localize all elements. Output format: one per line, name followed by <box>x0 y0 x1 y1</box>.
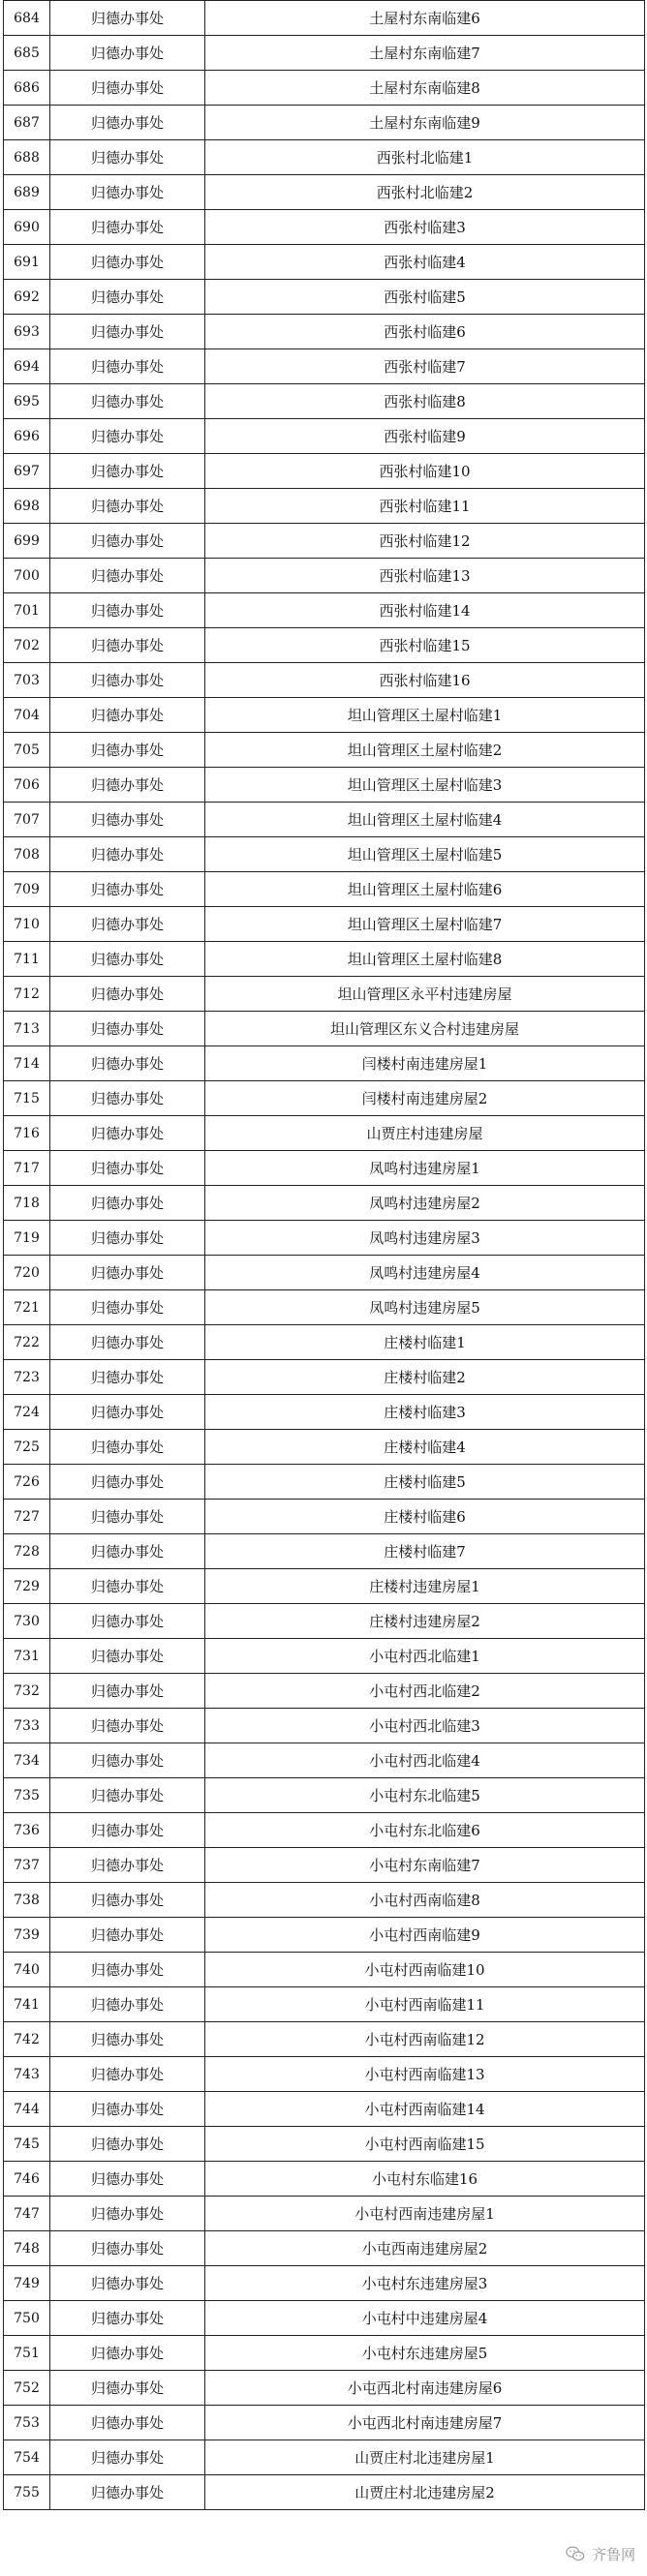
row-number: 687 <box>4 106 50 140</box>
office-name: 归德办事处 <box>50 2440 205 2475</box>
row-number: 718 <box>4 1186 50 1221</box>
office-name: 归德办事处 <box>50 315 205 349</box>
table-row <box>4 1813 645 1848</box>
row-number: 741 <box>4 1987 50 2022</box>
table-row <box>4 1151 645 1186</box>
building-name: 小屯村西南临建9 <box>205 1918 645 1953</box>
office-name: 归德办事处 <box>50 1813 205 1848</box>
table-row <box>4 315 645 349</box>
building-name: 西张村临建10 <box>205 454 645 489</box>
table-row <box>4 1116 645 1151</box>
table-row <box>4 349 645 384</box>
table-row <box>4 559 645 593</box>
building-name: 凤鸣村违建房屋1 <box>205 1151 645 1186</box>
row-number: 693 <box>4 315 50 349</box>
office-name: 归德办事处 <box>50 1290 205 1325</box>
row-number: 721 <box>4 1290 50 1325</box>
watermark <box>565 2543 635 2564</box>
table-row <box>4 106 645 140</box>
office-name: 归德办事处 <box>50 2231 205 2266</box>
building-name: 小屯村西南临建8 <box>205 1883 645 1918</box>
table-row <box>4 1778 645 1813</box>
row-number: 714 <box>4 1046 50 1081</box>
office-name: 归德办事处 <box>50 1674 205 1709</box>
building-name: 坦山管理区土屋村临建5 <box>205 837 645 872</box>
office-name: 归德办事处 <box>50 698 205 733</box>
building-name: 小屯村东临建16 <box>205 2162 645 2197</box>
table-row <box>4 210 645 245</box>
office-name: 归德办事处 <box>50 106 205 140</box>
office-name: 归德办事处 <box>50 2336 205 2371</box>
row-number: 709 <box>4 872 50 907</box>
office-name: 归德办事处 <box>50 1012 205 1046</box>
office-name: 归德办事处 <box>50 942 205 977</box>
table-row <box>4 1918 645 1953</box>
table-row <box>4 175 645 210</box>
office-name: 归德办事处 <box>50 907 205 942</box>
row-number: 694 <box>4 349 50 384</box>
building-name: 小屯村东北临建6 <box>205 1813 645 1848</box>
row-number: 748 <box>4 2231 50 2266</box>
table-row <box>4 1883 645 1918</box>
building-name: 坦山管理区土屋村临建3 <box>205 768 645 803</box>
row-number: 715 <box>4 1081 50 1116</box>
table-row <box>4 1256 645 1290</box>
office-name: 归德办事处 <box>50 1046 205 1081</box>
building-name: 庄楼村临建6 <box>205 1500 645 1534</box>
table-row <box>4 593 645 628</box>
office-name: 归德办事处 <box>50 210 205 245</box>
table-row <box>4 2266 645 2301</box>
row-number: 711 <box>4 942 50 977</box>
building-name: 庄楼村违建房屋1 <box>205 1569 645 1604</box>
building-name: 小屯村东违建房屋3 <box>205 2266 645 2301</box>
table-row <box>4 2057 645 2092</box>
office-name: 归德办事处 <box>50 384 205 419</box>
office-name: 归德办事处 <box>50 1778 205 1813</box>
table-row <box>4 1290 645 1325</box>
office-name: 归德办事处 <box>50 2475 205 2510</box>
row-number: 705 <box>4 733 50 768</box>
row-number: 746 <box>4 2162 50 2197</box>
row-number: 750 <box>4 2301 50 2336</box>
table-row <box>4 1709 645 1743</box>
building-name: 庄楼村违建房屋2 <box>205 1604 645 1639</box>
office-name: 归德办事处 <box>50 1395 205 1430</box>
office-name: 归德办事处 <box>50 1709 205 1743</box>
office-name: 归德办事处 <box>50 1221 205 1256</box>
table-row <box>4 1604 645 1639</box>
building-name: 坦山管理区土屋村临建6 <box>205 872 645 907</box>
table-row <box>4 2371 645 2406</box>
table-row <box>4 733 645 768</box>
building-name: 西张村临建14 <box>205 593 645 628</box>
table-row <box>4 1534 645 1569</box>
office-name: 归德办事处 <box>50 803 205 837</box>
table-row <box>4 1987 645 2022</box>
building-name: 小屯西北村南违建房屋6 <box>205 2371 645 2406</box>
data-table <box>3 0 645 2510</box>
row-number: 716 <box>4 1116 50 1151</box>
building-name: 西张村临建13 <box>205 559 645 593</box>
office-name: 归德办事处 <box>50 663 205 698</box>
building-name: 凤鸣村违建房屋4 <box>205 1256 645 1290</box>
row-number: 699 <box>4 524 50 559</box>
row-number: 726 <box>4 1465 50 1500</box>
building-name: 凤鸣村违建房屋5 <box>205 1290 645 1325</box>
row-number: 712 <box>4 977 50 1012</box>
table-row <box>4 2440 645 2475</box>
office-name: 归德办事处 <box>50 1325 205 1360</box>
row-number: 720 <box>4 1256 50 1290</box>
row-number: 688 <box>4 140 50 175</box>
table-row <box>4 628 645 663</box>
office-name: 归德办事处 <box>50 489 205 524</box>
office-name: 归德办事处 <box>50 280 205 315</box>
office-name: 归德办事处 <box>50 1918 205 1953</box>
table-row <box>4 2197 645 2231</box>
row-number: 686 <box>4 71 50 106</box>
row-number: 696 <box>4 419 50 454</box>
table-row <box>4 384 645 419</box>
table-row <box>4 140 645 175</box>
office-name: 归德办事处 <box>50 1081 205 1116</box>
office-name: 归德办事处 <box>50 2162 205 2197</box>
table-row <box>4 1 645 36</box>
building-name: 闫楼村南违建房屋2 <box>205 1081 645 1116</box>
office-name: 归德办事处 <box>50 2406 205 2440</box>
office-name: 归德办事处 <box>50 1534 205 1569</box>
office-name: 归德办事处 <box>50 1186 205 1221</box>
table-row <box>4 837 645 872</box>
row-number: 739 <box>4 1918 50 1953</box>
row-number: 731 <box>4 1639 50 1674</box>
building-name: 小屯村西南临建11 <box>205 1987 645 2022</box>
row-number: 722 <box>4 1325 50 1360</box>
table-row <box>4 524 645 559</box>
building-name: 凤鸣村违建房屋3 <box>205 1221 645 1256</box>
row-number: 708 <box>4 837 50 872</box>
building-name: 西张村临建12 <box>205 524 645 559</box>
table-row <box>4 2301 645 2336</box>
office-name: 归德办事处 <box>50 733 205 768</box>
building-name: 庄楼村临建1 <box>205 1325 645 1360</box>
row-number: 704 <box>4 698 50 733</box>
watermark-text: 齐鲁网 <box>591 2545 635 2563</box>
building-name: 山贾庄村违建房屋 <box>205 1116 645 1151</box>
row-number: 717 <box>4 1151 50 1186</box>
row-number: 698 <box>4 489 50 524</box>
table-row <box>4 942 645 977</box>
office-name: 归德办事处 <box>50 175 205 210</box>
building-name: 西张村临建11 <box>205 489 645 524</box>
office-name: 归德办事处 <box>50 524 205 559</box>
row-number: 749 <box>4 2266 50 2301</box>
table-row <box>4 280 645 315</box>
building-name: 小屯村西北临建4 <box>205 1743 645 1778</box>
building-name: 西张村北临建1 <box>205 140 645 175</box>
building-name: 西张村临建15 <box>205 628 645 663</box>
table-row <box>4 489 645 524</box>
office-name: 归德办事处 <box>50 454 205 489</box>
building-name: 小屯村西南临建13 <box>205 2057 645 2092</box>
row-number: 754 <box>4 2440 50 2475</box>
office-name: 归德办事处 <box>50 977 205 1012</box>
office-name: 归德办事处 <box>50 1604 205 1639</box>
building-name: 西张村临建16 <box>205 663 645 698</box>
table-row <box>4 454 645 489</box>
row-number: 684 <box>4 1 50 36</box>
building-name: 土屋村东南临建6 <box>205 1 645 36</box>
office-name: 归德办事处 <box>50 2266 205 2301</box>
office-name: 归德办事处 <box>50 1569 205 1604</box>
table-row <box>4 768 645 803</box>
table-row <box>4 1674 645 1709</box>
office-name: 归德办事处 <box>50 1465 205 1500</box>
building-name: 小屯村东南临建7 <box>205 1848 645 1883</box>
table-row <box>4 1325 645 1360</box>
building-name: 小屯村东北临建5 <box>205 1778 645 1813</box>
office-name: 归德办事处 <box>50 71 205 106</box>
row-number: 734 <box>4 1743 50 1778</box>
table-row <box>4 1395 645 1430</box>
building-name: 小屯村西南临建14 <box>205 2092 645 2127</box>
office-name: 归德办事处 <box>50 1256 205 1290</box>
table-row <box>4 2475 645 2510</box>
wechat-icon <box>565 2543 586 2564</box>
row-number: 702 <box>4 628 50 663</box>
building-name: 坦山管理区土屋村临建4 <box>205 803 645 837</box>
building-name: 小屯西北村南违建房屋7 <box>205 2406 645 2440</box>
building-name: 凤鸣村违建房屋2 <box>205 1186 645 1221</box>
row-number: 725 <box>4 1430 50 1465</box>
table-row <box>4 907 645 942</box>
office-name: 归德办事处 <box>50 593 205 628</box>
table-row <box>4 1360 645 1395</box>
table-row <box>4 71 645 106</box>
office-name: 归德办事处 <box>50 419 205 454</box>
row-number: 692 <box>4 280 50 315</box>
row-number: 752 <box>4 2371 50 2406</box>
row-number: 740 <box>4 1953 50 1987</box>
building-name: 坦山管理区土屋村临建7 <box>205 907 645 942</box>
office-name: 归德办事处 <box>50 2057 205 2092</box>
office-name: 归德办事处 <box>50 1500 205 1534</box>
table-row <box>4 1012 645 1046</box>
row-number: 689 <box>4 175 50 210</box>
building-name: 西张村临建9 <box>205 419 645 454</box>
row-number: 738 <box>4 1883 50 1918</box>
table-row <box>4 2022 645 2057</box>
row-number: 719 <box>4 1221 50 1256</box>
office-name: 归德办事处 <box>50 837 205 872</box>
row-number: 753 <box>4 2406 50 2440</box>
office-name: 归德办事处 <box>50 1953 205 1987</box>
table-row <box>4 2336 645 2371</box>
row-number: 728 <box>4 1534 50 1569</box>
building-name: 西张村临建5 <box>205 280 645 315</box>
office-name: 归德办事处 <box>50 2371 205 2406</box>
building-name: 土屋村东南临建8 <box>205 71 645 106</box>
building-name: 小屯村西南临建12 <box>205 2022 645 2057</box>
row-number: 695 <box>4 384 50 419</box>
office-name: 归德办事处 <box>50 1987 205 2022</box>
row-number: 736 <box>4 1813 50 1848</box>
table-row <box>4 872 645 907</box>
row-number: 701 <box>4 593 50 628</box>
table-row <box>4 1046 645 1081</box>
building-name: 小屯村西南临建15 <box>205 2127 645 2162</box>
building-name: 小屯村西北临建1 <box>205 1639 645 1674</box>
row-number: 755 <box>4 2475 50 2510</box>
table-row <box>4 1465 645 1500</box>
row-number: 743 <box>4 2057 50 2092</box>
office-name: 归德办事处 <box>50 1151 205 1186</box>
office-name: 归德办事处 <box>50 1848 205 1883</box>
table-row <box>4 2092 645 2127</box>
row-number: 745 <box>4 2127 50 2162</box>
row-number: 710 <box>4 907 50 942</box>
table-row <box>4 36 645 71</box>
office-name: 归德办事处 <box>50 2197 205 2231</box>
office-name: 归德办事处 <box>50 1 205 36</box>
office-name: 归德办事处 <box>50 1360 205 1395</box>
office-name: 归德办事处 <box>50 768 205 803</box>
row-number: 713 <box>4 1012 50 1046</box>
office-name: 归德办事处 <box>50 2092 205 2127</box>
office-name: 归德办事处 <box>50 36 205 71</box>
building-name: 小屯村西南违建房屋1 <box>205 2197 645 2231</box>
building-name: 庄楼村临建2 <box>205 1360 645 1395</box>
office-name: 归德办事处 <box>50 245 205 280</box>
office-name: 归德办事处 <box>50 628 205 663</box>
table-row <box>4 698 645 733</box>
row-number: 697 <box>4 454 50 489</box>
building-name: 小屯村西北临建3 <box>205 1709 645 1743</box>
building-name: 小屯村西北临建2 <box>205 1674 645 1709</box>
office-name: 归德办事处 <box>50 2022 205 2057</box>
building-name: 庄楼村临建7 <box>205 1534 645 1569</box>
row-number: 706 <box>4 768 50 803</box>
row-number: 732 <box>4 1674 50 1709</box>
building-name: 土屋村东南临建7 <box>205 36 645 71</box>
office-name: 归德办事处 <box>50 2127 205 2162</box>
table-row <box>4 2231 645 2266</box>
building-name: 小屯村东违建房屋5 <box>205 2336 645 2371</box>
table-row <box>4 245 645 280</box>
row-number: 723 <box>4 1360 50 1395</box>
row-number: 735 <box>4 1778 50 1813</box>
table-row <box>4 1743 645 1778</box>
table-row <box>4 2406 645 2440</box>
building-name: 坦山管理区永平村违建房屋 <box>205 977 645 1012</box>
building-name: 坦山管理区东义合村违建房屋 <box>205 1012 645 1046</box>
row-number: 703 <box>4 663 50 698</box>
row-number: 729 <box>4 1569 50 1604</box>
building-name: 庄楼村临建3 <box>205 1395 645 1430</box>
row-number: 744 <box>4 2092 50 2127</box>
building-name: 闫楼村南违建房屋1 <box>205 1046 645 1081</box>
building-name: 庄楼村临建4 <box>205 1430 645 1465</box>
building-name: 山贾庄村北违建房屋2 <box>205 2475 645 2510</box>
row-number: 742 <box>4 2022 50 2057</box>
row-number: 733 <box>4 1709 50 1743</box>
row-number: 690 <box>4 210 50 245</box>
row-number: 685 <box>4 36 50 71</box>
building-name: 坦山管理区土屋村临建2 <box>205 733 645 768</box>
table-row <box>4 2162 645 2197</box>
table-row <box>4 1081 645 1116</box>
building-name: 庄楼村临建5 <box>205 1465 645 1500</box>
table-row <box>4 663 645 698</box>
row-number: 730 <box>4 1604 50 1639</box>
row-number: 700 <box>4 559 50 593</box>
building-name: 土屋村东南临建9 <box>205 106 645 140</box>
office-name: 归德办事处 <box>50 1639 205 1674</box>
building-name: 坦山管理区土屋村临建8 <box>205 942 645 977</box>
table-row <box>4 1500 645 1534</box>
office-name: 归德办事处 <box>50 1430 205 1465</box>
row-number: 737 <box>4 1848 50 1883</box>
row-number: 747 <box>4 2197 50 2231</box>
table-row <box>4 1430 645 1465</box>
office-name: 归德办事处 <box>50 1116 205 1151</box>
row-number: 751 <box>4 2336 50 2371</box>
building-name: 西张村临建7 <box>205 349 645 384</box>
office-name: 归德办事处 <box>50 140 205 175</box>
building-name: 山贾庄村北违建房屋1 <box>205 2440 645 2475</box>
office-name: 归德办事处 <box>50 349 205 384</box>
building-name: 西张村临建4 <box>205 245 645 280</box>
table-row <box>4 803 645 837</box>
building-name: 西张村临建6 <box>205 315 645 349</box>
office-name: 归德办事处 <box>50 1883 205 1918</box>
building-name: 西张村临建3 <box>205 210 645 245</box>
office-name: 归德办事处 <box>50 559 205 593</box>
office-name: 归德办事处 <box>50 872 205 907</box>
row-number: 707 <box>4 803 50 837</box>
row-number: 727 <box>4 1500 50 1534</box>
table-row <box>4 1848 645 1883</box>
table-row <box>4 1639 645 1674</box>
building-name: 坦山管理区土屋村临建1 <box>205 698 645 733</box>
office-name: 归德办事处 <box>50 2301 205 2336</box>
table-row <box>4 1221 645 1256</box>
row-number: 691 <box>4 245 50 280</box>
building-name: 西张村北临建2 <box>205 175 645 210</box>
table-body <box>4 1 645 2510</box>
table-row <box>4 1186 645 1221</box>
row-number: 724 <box>4 1395 50 1430</box>
table-row <box>4 2127 645 2162</box>
office-name: 归德办事处 <box>50 1743 205 1778</box>
building-name: 小屯西南违建房屋2 <box>205 2231 645 2266</box>
table-row <box>4 977 645 1012</box>
table-row <box>4 1953 645 1987</box>
building-name: 小屯村西南临建10 <box>205 1953 645 1987</box>
building-name: 西张村临建8 <box>205 384 645 419</box>
table-row <box>4 419 645 454</box>
building-name: 小屯村中违建房屋4 <box>205 2301 645 2336</box>
table-row <box>4 1569 645 1604</box>
